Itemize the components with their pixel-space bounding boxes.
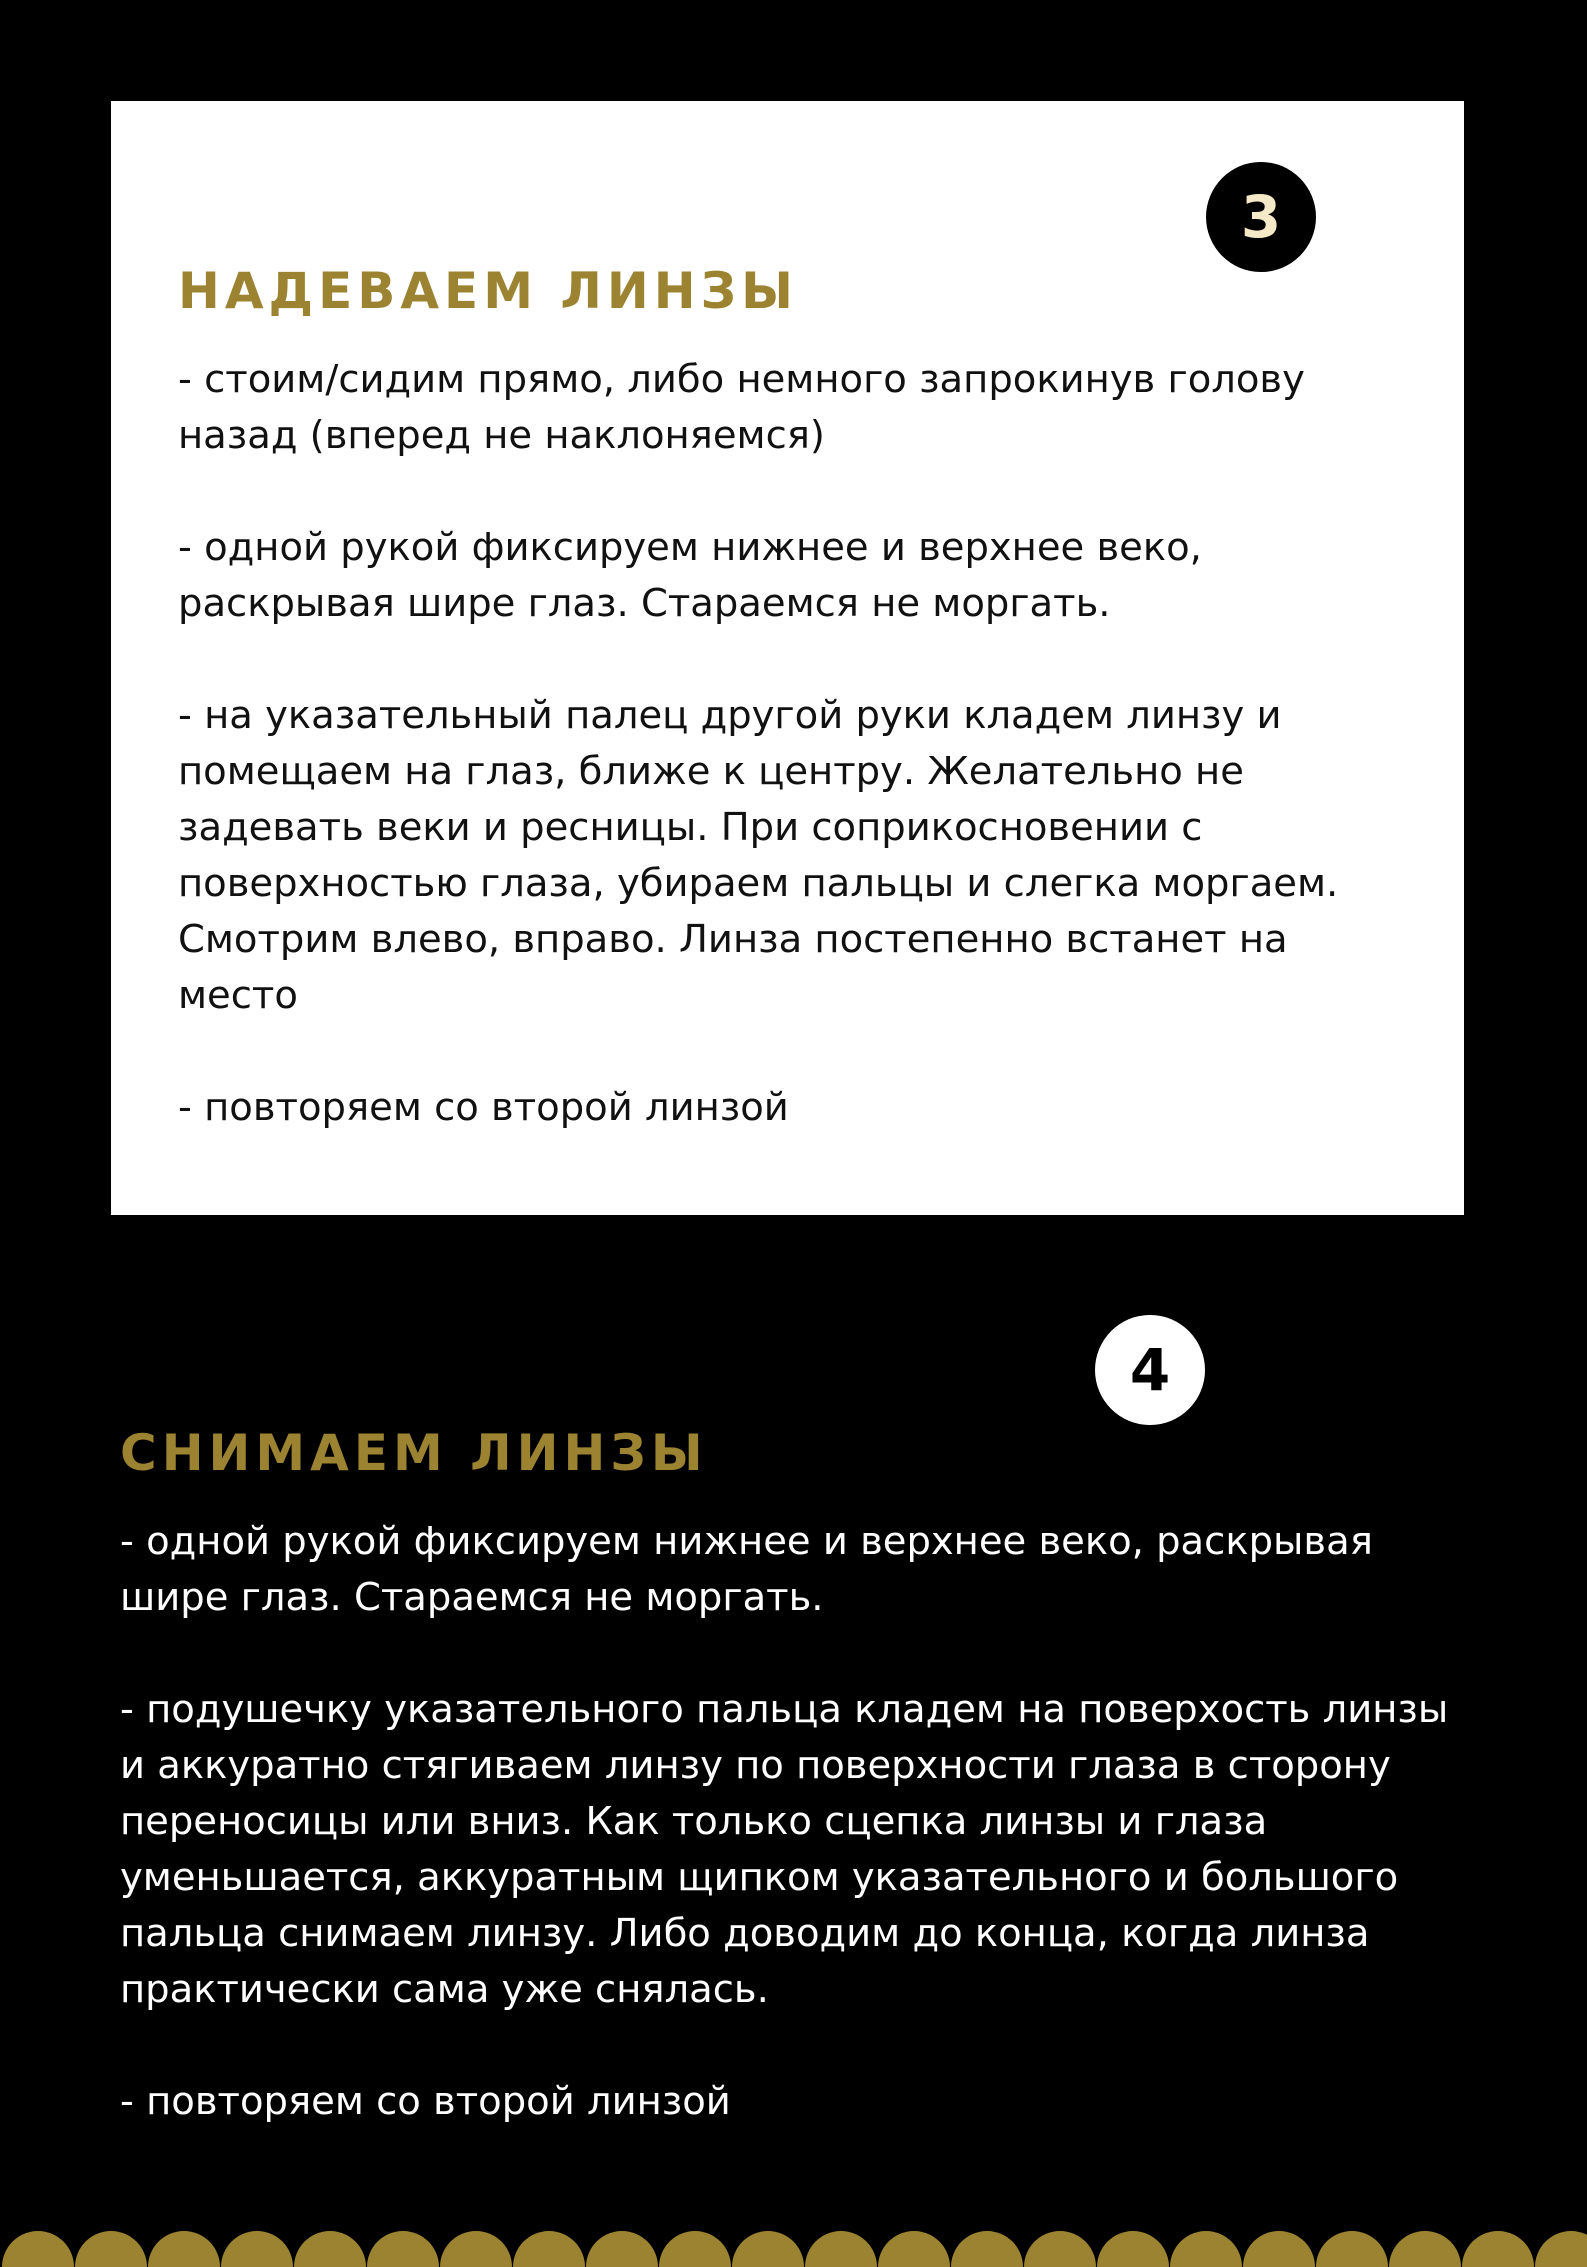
step-number-3: 3 [1240, 183, 1282, 251]
step-item: - подушечку указательного пальца кладем на поверхость линзы и аккуратно стягиваем линзу по поверхности глаза в сторону переносицы или вниз. Как только сцепка линзы и глаза уменьшается, аккуратным щипком указательного и большого пальца снимаем линзу. Либо доводим до конца, когда линза практически сама уже снялась. [120, 1687, 1449, 2012]
section-title-take-off: СНИМАЕМ ЛИНЗЫ [120, 1424, 708, 1482]
steps-list-take-off [120, 1514, 1480, 2130]
step-item: - одной рукой фиксируем нижнее и верхнее веко, раскрывая шире глаз. Стараемся не моргать. [178, 525, 1202, 626]
step-item: - повторяем со второй линзой [120, 2079, 731, 2124]
step-item: - стоим/сидим прямо, либо немного запрокинув голову назад (вперед не наклоняемся) [178, 357, 1305, 458]
scallop-border-decoration [0, 2192, 1587, 2267]
step-item: - повторяем со второй линзой [178, 1085, 789, 1130]
step-item: - на указательный палец другой руки кладем линзу и помещаем на глаз, ближе к центру. Желательно не задевать веки и ресницы. При соприкосновении с поверхностью глаза, убираем пальцы и слегка моргаем. Смотрим влево, вправо. Линза постепенно встанет на место [178, 693, 1339, 1018]
steps-list-put-on [178, 352, 1408, 1136]
step-number-badge-3 [1206, 162, 1316, 272]
step-number-badge-4 [1095, 1315, 1205, 1425]
section-title-put-on: НАДЕВАЕМ ЛИНЗЫ [178, 262, 798, 320]
step-item: - одной рукой фиксируем нижнее и верхнее веко, раскрывая шире глаз. Стараемся не моргать. [120, 1519, 1373, 1620]
step-number-4: 4 [1129, 1336, 1171, 1404]
